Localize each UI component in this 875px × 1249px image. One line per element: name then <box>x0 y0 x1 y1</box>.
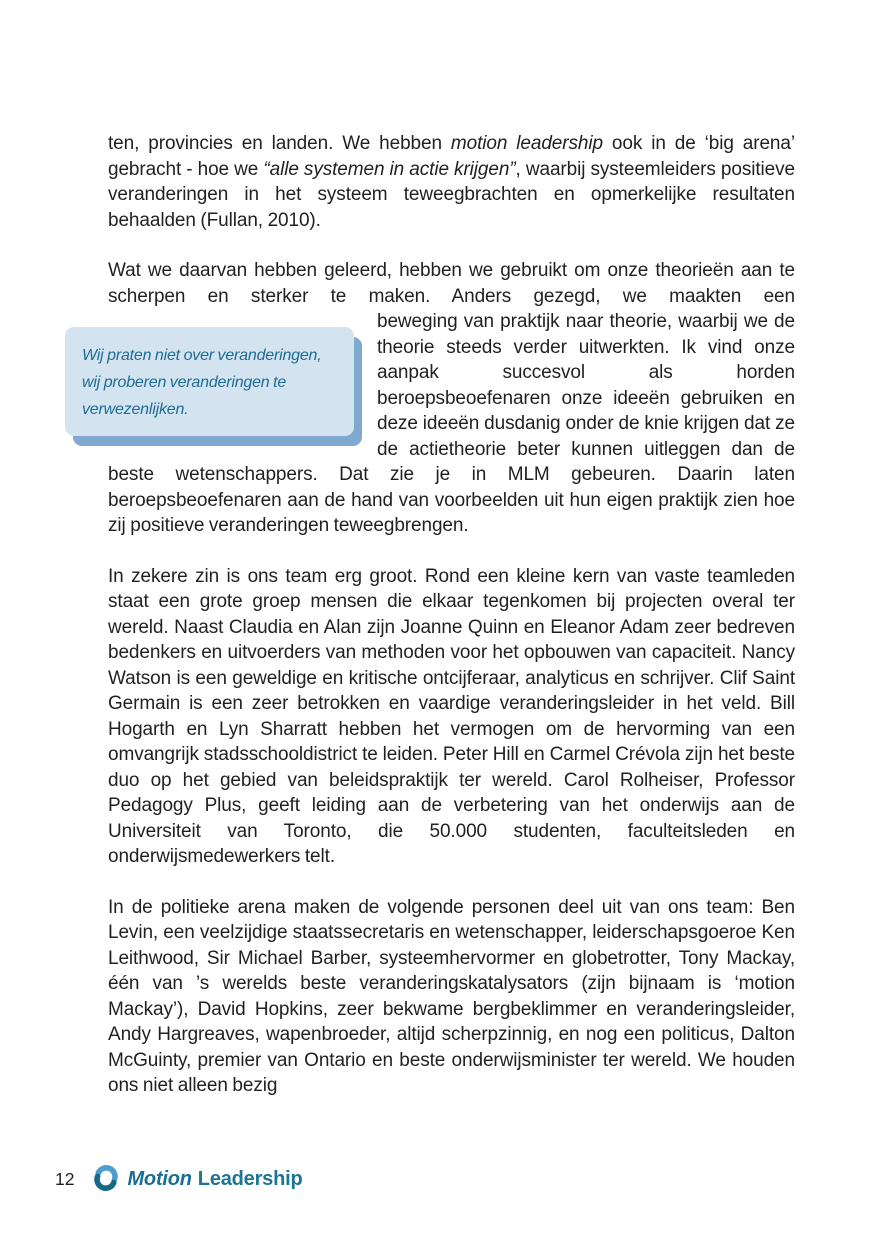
paragraph-3: In zekere zin is ons team erg groot. Rond een kleine kern van vaste teamleden staat een grote groep mensen die elkaar tegenkomen bij projecten overal ter wereld. Naast Claudia en Alan zijn Joanne Quinn en Eleanor Adam zeer bedreven bedenkers en uitvoerders van methoden voor het opbouwen van capaciteit. Nancy Watson is een geweldige en kritische ontcijferaar, analyticus en schrijver. Clif Saint Germain is een zeer betrokken en vaardige veranderingsleider in het veld. Bill Hogarth en Lyn Sharratt hebben het vermogen om de hervorming van een omvangrijk stadsschooldistrict te leiden. Peter Hill en Carmel Crévola zijn het beste duo op het gebied van beleidspraktijk ter wereld. Carol Rolheiser, Professor Pedagogy Plus, geeft leiding aan de verbetering van het onderwijs aan de Universiteit van Toronto, die 50.000 studenten, faculteitsleden en onderwijsmedewerkers telt. <box>108 565 795 867</box>
brand-name-motion: Motion <box>127 1167 192 1190</box>
page-body <box>82 131 796 1099</box>
paragraph-1-text: , waarbij systeemleiders positieve veranderingen in het systeem teweegbrachten en opmerkelijke resultaten behaalden (Fullan, 2010). <box>108 158 796 231</box>
page-footer <box>55 1165 303 1193</box>
pull-quote-line: wij proberen veranderingen te <box>82 374 287 391</box>
italic-motion-leadership: motion leadership <box>450 133 603 154</box>
motion-swirl-icon <box>91 1165 121 1193</box>
paragraph-4: In de politieke arena maken de volgende personen deel uit van ons team: Ben Levin, een veelzijdige staatssecretaris en wetenschapper, leiderschapsgoeroe Ken Leithwood, Sir Michael Barber, systeemhervormer en globetrotter, Tony Mackay, één van ’s werelds beste veranderingskatalysators (zijn bijnaam is ‘motion Mackay’), David Hopkins, zeer bekwame bergbeklimmer en veranderingsleider, Andy Hargreaves, wapenbroeder, altijd scherpzinnig, en nog een politicus, Dalton McGuinty, premier van Ontario en beste onderwijsminister ter wereld. We houden ons niet alleen bezig <box>108 896 795 1096</box>
paragraph-2-text: beweging van praktijk naar theorie, waarbij we de theorie steeds verder uitwerkten. Ik vind onze aanpak succesvol als horden beroepsbeoefenaren onze ideeën gebruiken en deze ideeën dusdanig onder de knie krijgen dat ze de actietheorie beter kunnen uitleggen dan de beste wetenschappers. Dat zie je in MLM gebeuren. Daarin laten beroepsbeoefenaren aan de hand van voorbeelden uit hun eigen praktijk zien hoe zij positieve veranderingen teweegbrengen. <box>108 311 795 536</box>
paragraph-1-text: ten, provincies en landen. We hebben <box>108 133 451 154</box>
italic-quote: “alle systemen in actie krijgen” <box>263 158 516 180</box>
pull-quote-line: Wij praten niet over veranderingen, <box>82 347 322 364</box>
paragraph-2-body <box>82 309 795 539</box>
paragraph-2-lead: Wat we daarvan hebben geleerd, hebben we gebruikt om onze theorieën aan te scherpen en sterker te maken. Anders gezegd, we maakten een <box>108 260 795 307</box>
pull-quote-box <box>65 327 354 436</box>
brand-name-leadership: Leadership <box>197 1167 303 1190</box>
paragraph-1 <box>108 131 795 233</box>
page-number: 12 <box>55 1168 75 1189</box>
paragraph-1-text: ook in de ‘big arena’ gebracht - hoe we <box>108 133 795 180</box>
pull-quote-line: verwezenlijken. <box>82 401 189 418</box>
